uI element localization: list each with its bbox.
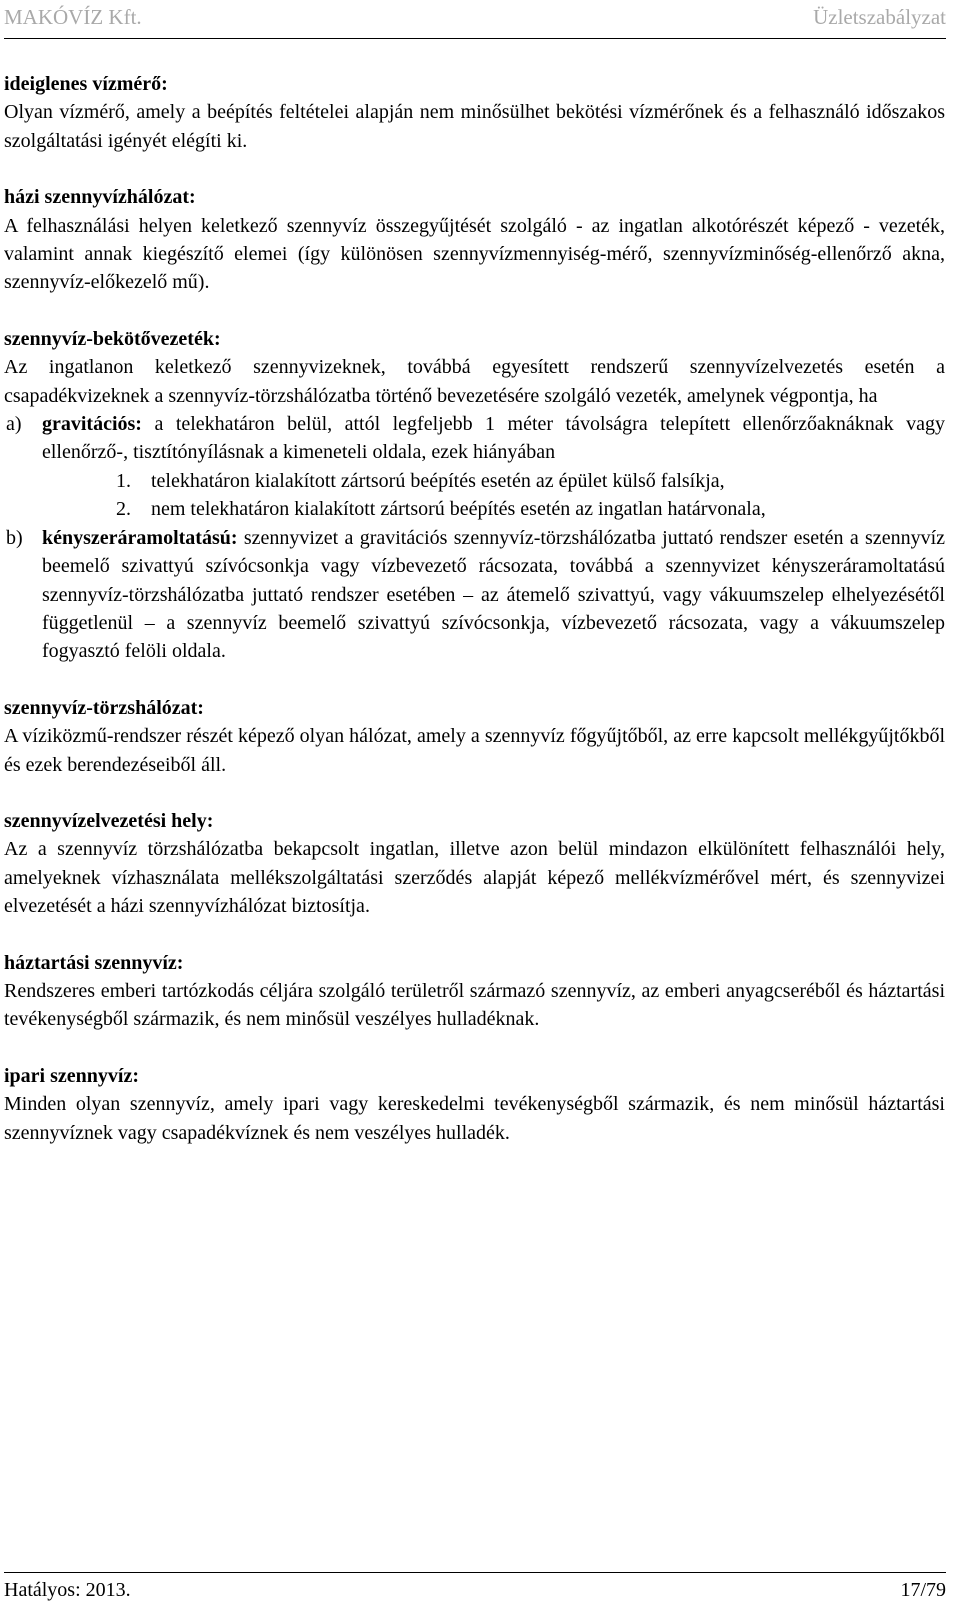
page-footer bbox=[4, 1572, 946, 1607]
definition-text: Minden olyan szennyvíz, amely ipari vagy kereskedelmi tevékenységből származik, és nem minősül háztartási szennyvíznek vagy csapadékvíznek és nem veszélyes hulladék. bbox=[4, 1093, 945, 1144]
definition-text: A víziközmű-rendszer részét képező olyan hálózat, amely a szennyvíz főgyűjtőből, az erre kapcsolt mellékgyűjtőkből és ezek berendezéseiből áll. bbox=[4, 725, 945, 776]
list-marker: a) bbox=[6, 413, 22, 436]
sub-text: nem telekhatáron kialakított zártsorú beépítés esetén az ingatlan határvonala, bbox=[151, 498, 766, 521]
definition-ideiglenes-vizmero bbox=[4, 70, 945, 155]
term-heading: háztartási szennyvíz: bbox=[4, 951, 184, 974]
definition-text: A felhasználási helyen keletkező szennyvíz összegyűjtését szolgáló - az ingatlan alkotórészét képező - vezeték, valamint annak kiegészítő elemei (így különösen szennyvízmennyiség-mérő, szennyvízminőség-ellenőrző akna, szennyvíz-előkezelő mű). bbox=[4, 214, 945, 294]
definition-szennyviz-torzshalozat bbox=[4, 694, 945, 779]
document-body bbox=[4, 70, 945, 1175]
definition-haztartasi-szennyviz bbox=[4, 949, 945, 1034]
list-item-a bbox=[4, 410, 945, 467]
definition-szennyviz-bekotovezetek bbox=[4, 325, 945, 666]
item-text: szennyvizet a gravitációs szennyvíz-törzshálózatba juttató rendszer esetén a szennyvíz beemelő szivattyú szívócsonkja vagy vízbevezető rácsozata, továbbá a szennyvizet kényszeráramoltatású szennyvíz-törzshálózatba juttató rendszer esetében – az átemelő szivattyú, vagy vákuumszelep elhelyezésétől függetlenül – a szennyvíz beemelő szivattyú szívócsonkja, vízbevezető rácsozata, vagy a vákuumszelep fogyasztó felöli oldala. bbox=[42, 526, 945, 663]
sub-marker: 2. bbox=[116, 498, 131, 521]
term-heading: szennyvíz-bekötővezeték: bbox=[4, 327, 221, 350]
definition-hazi-szennyvizhalozat bbox=[4, 183, 945, 297]
page-header bbox=[4, 2, 946, 39]
page-number: 17/79 bbox=[900, 1579, 946, 1601]
definition-szennyvizelvezetesi-hely bbox=[4, 807, 945, 921]
effective-date: Hatályos: 2013. bbox=[4, 1579, 131, 1601]
definition-text: Rendszeres emberi tartózkodás céljára szolgáló területről származó szennyvíz, az emberi anyagcseréből és háztartási tevékenységből származik, és nem minősül veszélyes hulladéknak. bbox=[4, 979, 945, 1031]
term-heading: házi szennyvízhálózat: bbox=[4, 186, 196, 209]
term-heading: szennyvízelvezetési hely: bbox=[4, 809, 214, 832]
term-heading: szennyvíz-törzshálózat: bbox=[4, 696, 204, 719]
list-marker: b) bbox=[6, 526, 23, 549]
item-term: kényszeráramoltatású: bbox=[42, 526, 238, 549]
item-term: gravitációs: bbox=[42, 413, 142, 436]
definition-text: Az a szennyvíz törzshálózatba bekapcsolt ingatlan, illetve azon belül mindazon elkülönített felhasználói hely, amelyeknek vízhasználata mellékszolgáltatási szerződés alapját képező mellékvízmérővel mért, és szennyvizei elvezetését a házi szennyvízhálózat biztosítja. bbox=[4, 838, 945, 918]
definition-text: Az ingatlanon keletkező szennyvizeknek, továbbá egyesített rendszerű szennyvízelvezetés esetén a csapadékvizeknek a szennyvíz-törzshálózatba történő bevezetésére szolgáló vezeték, amelynek végpontja, ha bbox=[4, 356, 945, 407]
definition-text: Olyan vízmérő, amely a beépítés feltételei alapján nem minősülhet bekötési vízmérőnek és a felhasználó időszakos szolgáltatási igényét elégíti ki. bbox=[4, 101, 945, 152]
sub-item-2 bbox=[74, 495, 945, 523]
definition-ipari-szennyviz bbox=[4, 1062, 945, 1147]
sub-marker: 1. bbox=[116, 469, 131, 492]
document-title: Üzletszabályzat bbox=[813, 5, 946, 29]
company-name: MAKÓVÍZ Kft. bbox=[4, 5, 142, 29]
term-heading: ipari szennyvíz: bbox=[4, 1064, 139, 1087]
list-item-b bbox=[4, 524, 945, 666]
item-text: a telekhatáron belül, attól legfeljebb 1 méter távolságra telepített ellenőrzőaknáknak vagy ellenőrző-, tisztítónyílásnak a kimeneteli oldala, ezek hiányában bbox=[42, 413, 946, 464]
sub-text: telekhatáron kialakított zártsorú beépítés esetén az épület külső falsíkja, bbox=[151, 469, 725, 492]
term-heading: ideiglenes vízmérő: bbox=[4, 73, 168, 95]
sub-item-1 bbox=[74, 467, 945, 495]
